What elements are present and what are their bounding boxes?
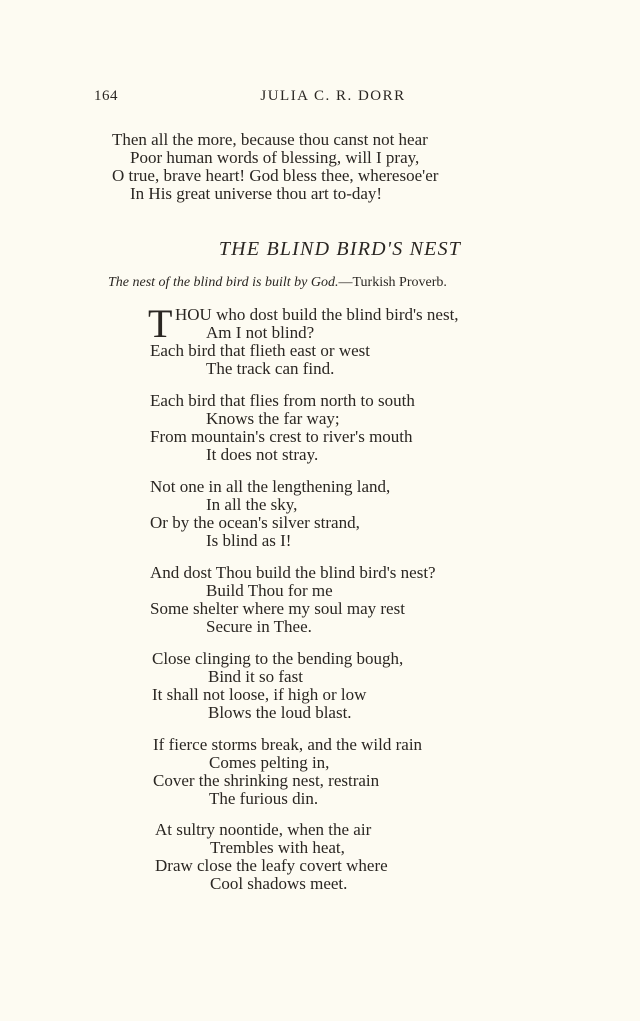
verse-line: Draw close the leafy covert where [155, 856, 388, 875]
verse-line: Poor human words of blessing, will I pray, [130, 148, 420, 167]
verse-line: It shall not loose, if high or low [152, 685, 367, 704]
epigraph-source: —Turkish Proverb. [338, 275, 447, 290]
verse-line: It does not stray. [206, 445, 319, 464]
verse-line: Knows the far way; [206, 409, 340, 428]
verse-line: In His great universe thou art to-day! [130, 184, 383, 203]
epigraph [108, 275, 578, 291]
verse-line: Not one in all the lengthening land, [150, 477, 391, 496]
verse-line: Each bird that flieth east or west [150, 341, 370, 360]
running-head: JULIA C. R. DORR [260, 88, 406, 104]
verse-line: Cover the shrinking nest, restrain [153, 771, 380, 790]
verse-line: Some shelter where my soul may rest [150, 599, 405, 618]
verse-line: Or by the ocean's silver strand, [150, 513, 360, 532]
verse-line: O true, brave heart! God bless thee, wheresoe'er [112, 166, 439, 185]
verse-line: Comes pelting in, [209, 753, 330, 772]
verse-line: At sultry noontide, when the air [155, 820, 372, 839]
verse-line: Am I not blind? [206, 323, 315, 342]
verse-line: In all the sky, [206, 495, 298, 514]
verse-line: The furious din. [209, 789, 319, 808]
verse-line: Close clinging to the bending bough, [152, 649, 404, 668]
verse-line: Is blind as I! [206, 531, 292, 550]
verse-line: Bind it so fast [208, 667, 303, 686]
verse-line: HOU who dost build the blind bird's nest, [175, 305, 459, 324]
verse-line: If fierce storms break, and the wild rain [153, 735, 423, 754]
verse-line: And dost Thou build the blind bird's nest? [150, 563, 436, 582]
verse-line: Build Thou for me [206, 581, 333, 600]
verse-line: Each bird that flies from north to south [150, 391, 415, 410]
verse-line: Blows the loud blast. [208, 703, 352, 722]
verse-line: Secure in Thee. [206, 617, 312, 636]
verse-line: From mountain's crest to river's mouth [150, 427, 413, 446]
page-number: 164 [94, 88, 118, 104]
page-header [94, 88, 564, 110]
drop-cap: T [148, 301, 173, 346]
verse-line: Trembles with heat, [210, 838, 345, 857]
poem-title: THE BLIND BIRD'S NEST [218, 238, 462, 260]
epigraph-quote: The nest of the blind bird is built by God. [108, 275, 339, 290]
verse-line: Cool shadows meet. [210, 874, 348, 893]
verse-line: The track can find. [206, 359, 335, 378]
verse-line: Then all the more, because thou canst not hear [112, 130, 428, 149]
